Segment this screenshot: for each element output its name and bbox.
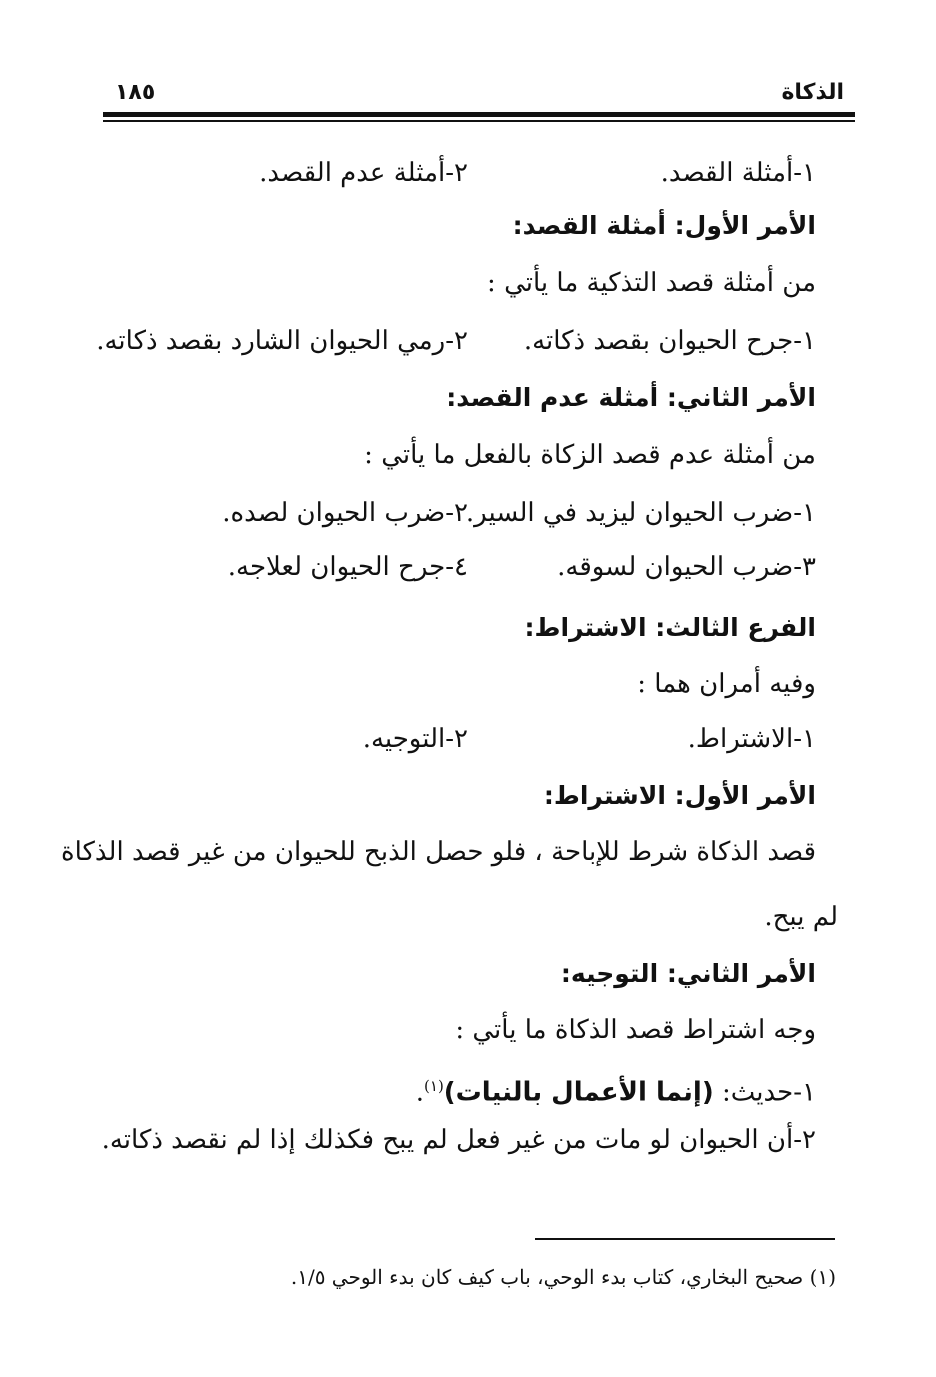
section-heading: الأمر الأول: الاشتراط: <box>543 781 816 810</box>
paragraph: لم يبح. <box>764 902 838 932</box>
list-item: ٤-جرح الحيوان لعلاجه. <box>227 552 468 582</box>
list-item: ١-ضرب الحيوان ليزيد في السير. <box>465 498 816 528</box>
list-item: ٢-التوجيه. <box>362 724 468 754</box>
list-item: ١-الاشتراط. <box>687 724 816 754</box>
paragraph: وفيه أمران هما : <box>637 669 816 699</box>
list-item <box>100 1068 816 1111</box>
paragraph: من أمثلة عدم قصد الزكاة بالفعل ما يأتي : <box>364 440 816 470</box>
list-item: ٢-أن الحيوان لو مات من غير فعل لم يبح فكذلك إذا لم نقصد ذكاته. <box>101 1125 816 1155</box>
footnote-reference: (١) <box>424 1077 444 1095</box>
hadith-quote: (إنما الأعمال بالنيات) <box>443 1077 714 1108</box>
list-item: ٢-ضرب الحيوان لصده. <box>222 498 468 528</box>
list-item: ٢-رمي الحيوان الشارد بقصد ذكاته. <box>96 326 468 356</box>
paragraph: من أمثلة قصد التذكية ما يأتي : <box>487 268 816 298</box>
list-item-prefix: ١-حديث: <box>713 1077 816 1108</box>
list-item: ٢-أمثلة عدم القصد. <box>259 158 468 188</box>
section-heading: الفرع الثالث: الاشتراط: <box>524 613 816 642</box>
footnote-separator <box>535 1238 835 1240</box>
list-item: ٣-ضرب الحيوان لسوقه. <box>557 552 816 582</box>
running-header-title: الذكاة <box>781 80 844 105</box>
page-number: ١٨٥ <box>115 80 156 105</box>
list-item-end: . <box>415 1077 425 1108</box>
header-rule-thick <box>103 112 855 117</box>
section-heading: الأمر الثاني: التوجيه: <box>560 959 816 988</box>
paragraph: قصد الذكاة شرط للإباحة ، فلو حصل الذبح للحيوان من غير قصد الذكاة <box>60 837 816 867</box>
section-heading: الأمر الثاني: أمثلة عدم القصد: <box>446 383 816 412</box>
section-heading: الأمر الأول: أمثلة القصد: <box>512 211 816 240</box>
paragraph: وجه اشتراط قصد الذكاة ما يأتي : <box>455 1015 816 1045</box>
list-item: ١-جرح الحيوان بقصد ذكاته. <box>523 326 816 356</box>
list-item: ١-أمثلة القصد. <box>660 158 816 188</box>
header-rule-thin <box>103 120 855 122</box>
footnote: (١) صحيح البخاري، كتاب بدء الوحي، باب كيف كان بدء الوحي ١/٥. <box>290 1265 836 1289</box>
